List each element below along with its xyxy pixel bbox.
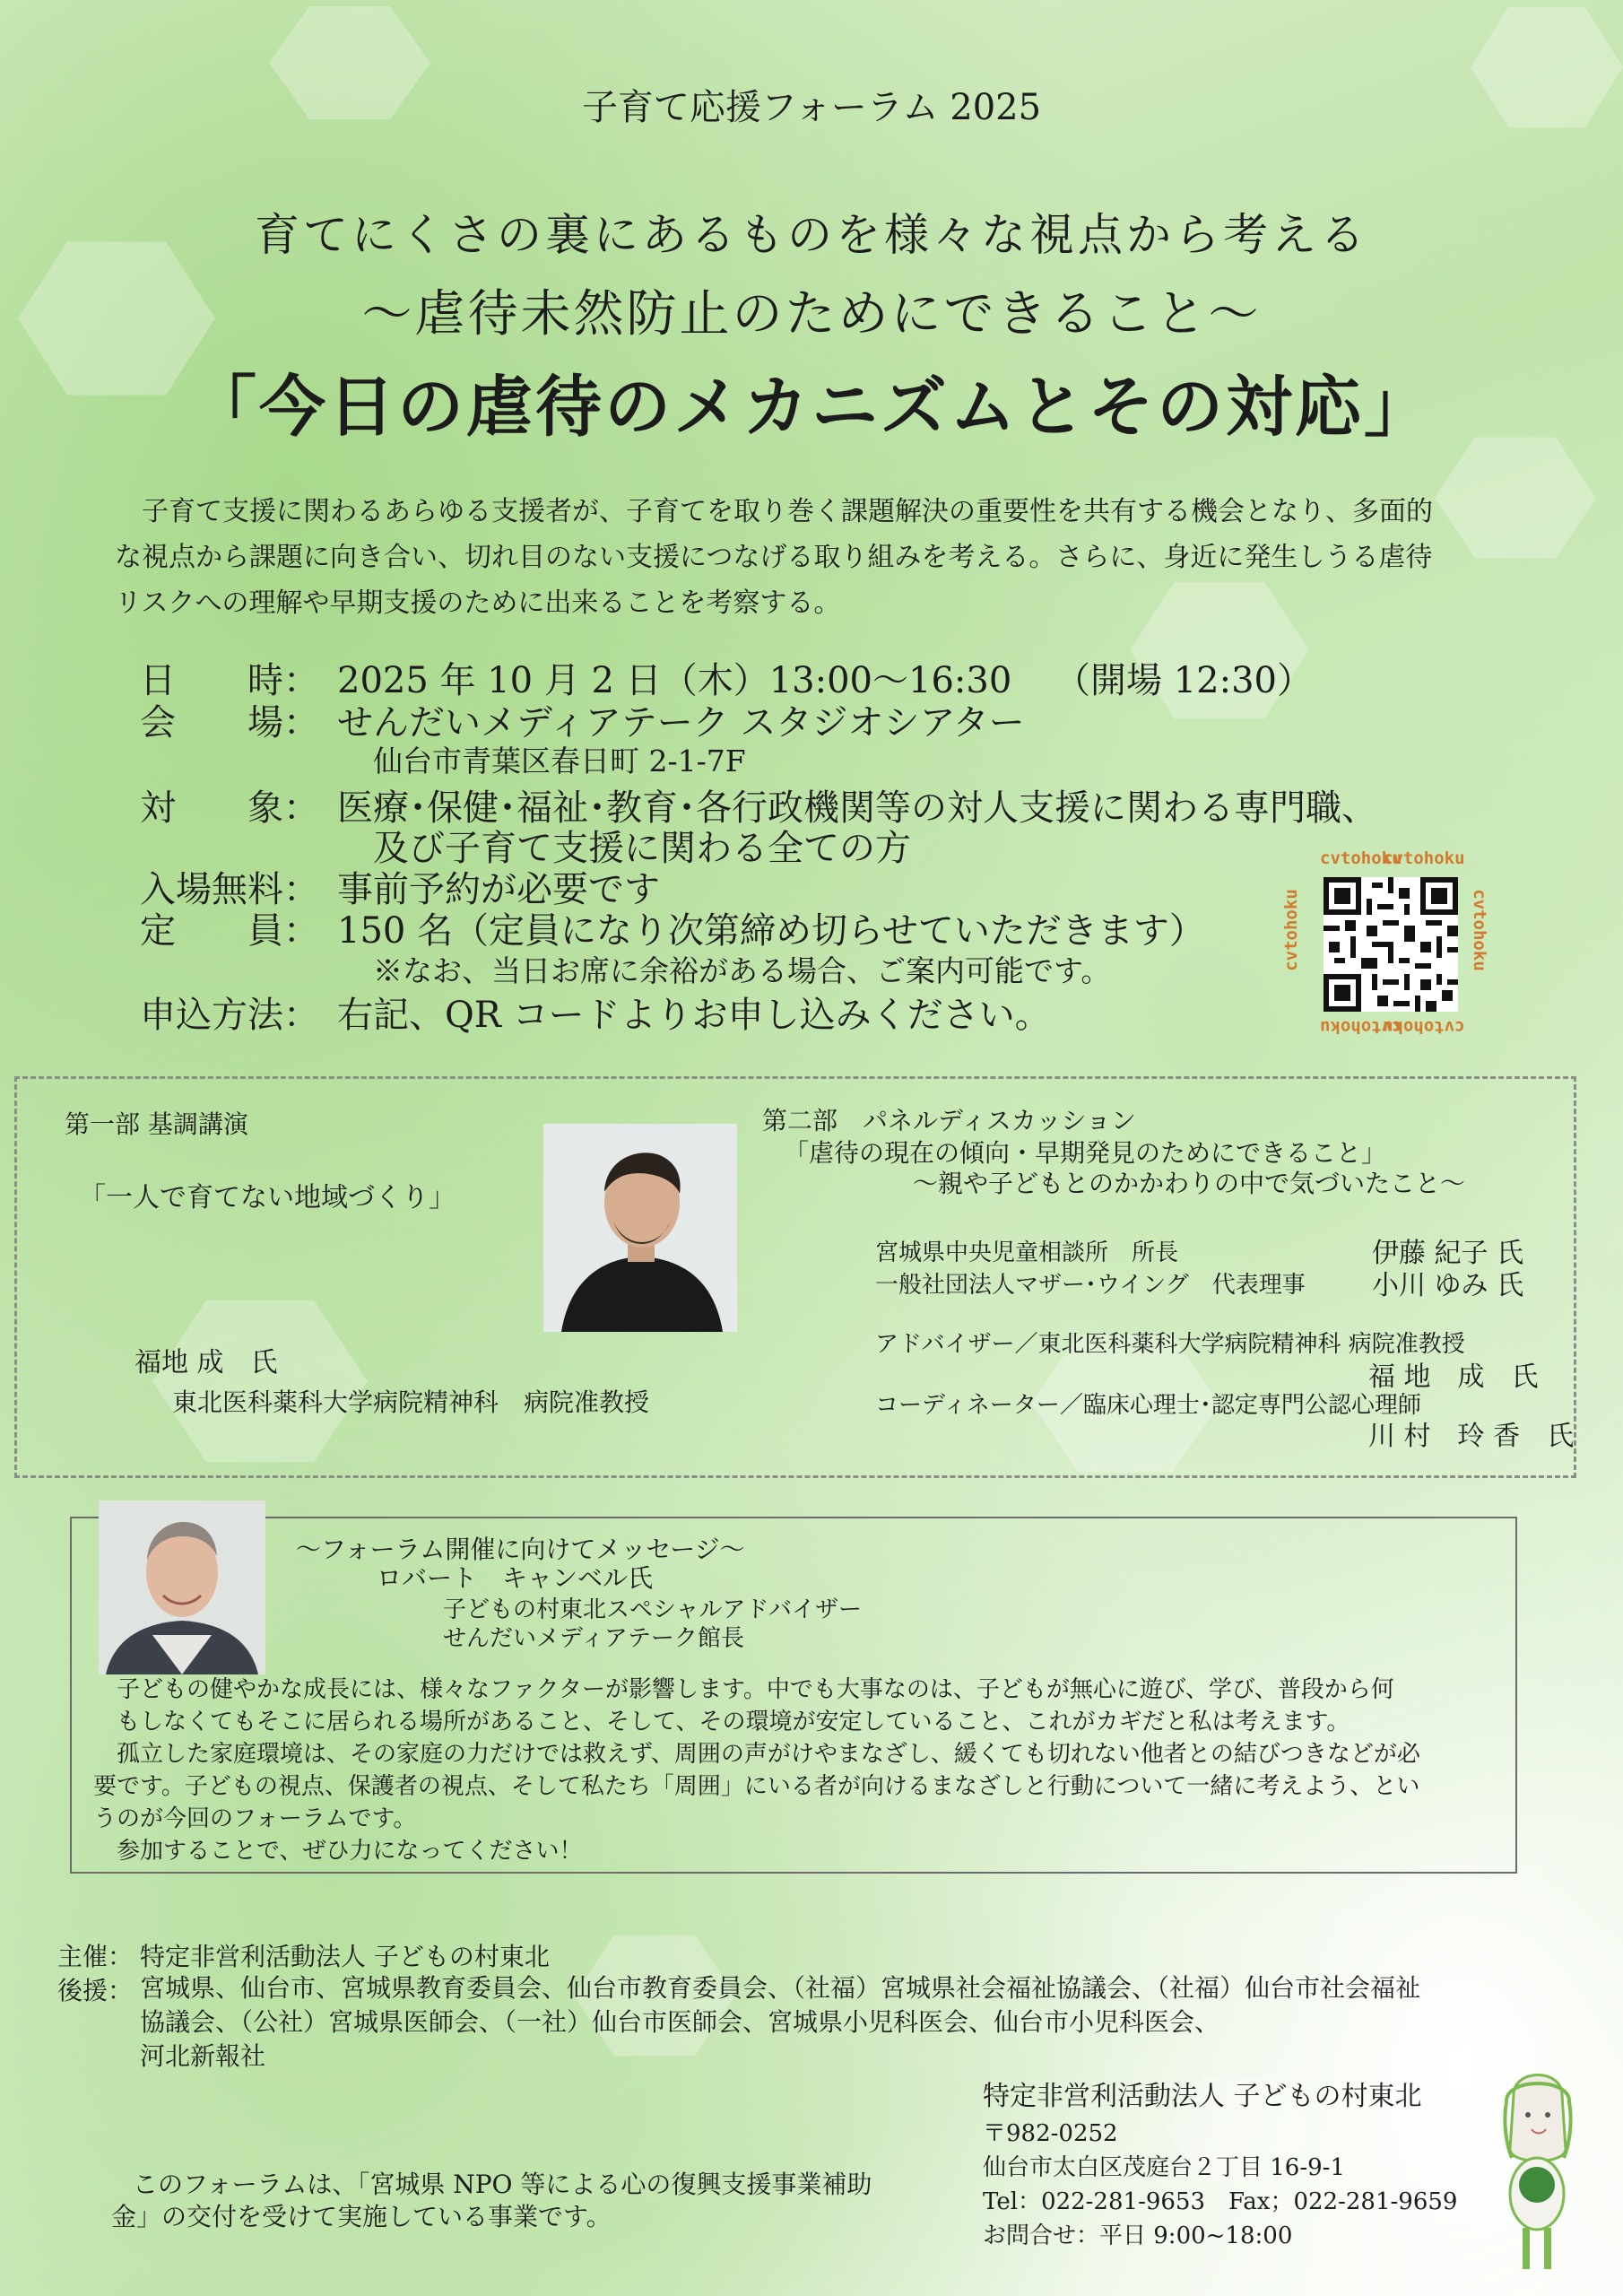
subtitle-theme: ～虐待未然防止のためにできること～: [361, 285, 1262, 344]
adviser-role: アドバイザー／東北医科薬科大学病院精神科 病院准教授: [875, 1331, 1465, 1358]
qr-label-bottom: cvtohoku: [1320, 1017, 1402, 1037]
venue: せんだいメディアテーク スタジオシアター: [337, 702, 1025, 744]
qr-code-area[interactable]: [1280, 848, 1489, 1037]
keynote-speaker-title: 東北医科薬科大学病院精神科 病院准教授: [172, 1387, 650, 1417]
qr-label-left: cvtohoku: [1280, 889, 1301, 971]
page-title: 「今日の虐待のメカニズムとその対応」: [190, 369, 1433, 446]
message-line: うのが今回のフォーラムです。: [93, 1805, 417, 1832]
capacity-label: 定 員：: [140, 910, 319, 952]
keynote-speaker-photo: [543, 1124, 737, 1332]
intro-line: 子育て支援に関わるあらゆる支援者が、子育てを取り巻く課題解決の重要性を共有する機会となり、多面的: [142, 496, 1433, 527]
qr-code-icon[interactable]: [1324, 877, 1458, 1012]
fee: 事前予約が必要です: [337, 869, 660, 910]
person-icon: [99, 1500, 265, 1674]
part1-heading: 第一部 基調講演: [65, 1109, 248, 1139]
fee-label: 入場無料：: [140, 869, 319, 910]
message-author-role: せんだいメディアテーク館長: [443, 1625, 744, 1652]
message-author-role: 子どもの村東北スペシャルアドバイザー: [443, 1596, 862, 1623]
coordinator-role: コーディネーター／臨床心理士･認定専門公認心理師: [875, 1392, 1421, 1419]
intro-text: [115, 489, 1514, 626]
panel-theme-sub: ～親や子どもとのかかわりの中で気づいたこと～: [913, 1169, 1466, 1198]
grant-note-2: 金」の交付を受けて実施している事業です。: [111, 2202, 612, 2231]
message-line: 子どもの健やかな成長には、様々なファクターが影響します。中でも大事なのは、子どもが無心に遊び、学び、普段から何: [93, 1676, 1394, 1703]
support-line: 協議会、（公社）宮城県医師会、（一社）仙台市医師会、宮城県小児科医会、仙台市小児科医会、: [140, 2007, 1220, 2037]
message-line: 孤立した家庭環境は、その家庭の力だけでは救えず、周囲の声がけやまなざし、緩くても切れない他者との結びつきなどが必: [93, 1741, 1420, 1768]
apply-label: 申込方法：: [140, 995, 319, 1036]
contact-org: 特定非営利活動法人 子どもの村東北: [983, 2081, 1422, 2112]
message-line: 要です。子どもの視点、保護者の視点、そして私たち「周囲」にいる者が向けるまなざしと行動について一緒に考えよう、とい: [93, 1773, 1420, 1800]
adviser-name: 福 地 成 氏: [1368, 1361, 1539, 1393]
forum-name: 子育て応援フォーラム 2025: [581, 87, 1042, 128]
message-line: 参加することで、ぜひ力になってください！: [93, 1838, 583, 1865]
capacity-note: ※なお、当日お席に余裕がある場合、ご案内可能です。: [373, 953, 1111, 988]
support-label: 後援：: [57, 1976, 134, 2005]
doors-open: （開場 12:30）: [1055, 660, 1313, 701]
panelist-org: 宮城県中央児童相談所 所長: [875, 1239, 1179, 1266]
event-date: 2025 年 10 月 2 日（木）13:00～16:30: [337, 660, 1012, 701]
subtitle: 育てにくさの裏にあるものを様々な視点から考える: [255, 209, 1368, 261]
support-line: 河北新報社: [140, 2041, 266, 2071]
contact-tel: Tel：022-281-9653 Fax；022-281-9659: [983, 2188, 1458, 2215]
message-heading: ～フォーラム開催に向けてメッセージ～: [296, 1535, 745, 1564]
target-audience-2: 及び子育て支援に関わる全ての方: [373, 828, 911, 869]
target-audience: 医療･保健･福祉･教育･各行政機関等の対人支援に関わる専門職、: [337, 787, 1377, 829]
grant-note: このフォーラムは、「宮城県 NPO 等による心の復興支援事業補助: [133, 2170, 872, 2199]
contact-zip: 〒982-0252: [983, 2120, 1118, 2147]
host-label: 主催：: [57, 1942, 134, 1971]
target-label: 対 象：: [140, 787, 319, 829]
panelist-name: 伊藤 紀子 氏: [1372, 1238, 1524, 1269]
mascot-illustration: [1480, 2059, 1596, 2283]
host: 特定非営利活動法人 子どもの村東北: [140, 1942, 550, 1971]
message-body: [93, 1674, 1492, 1867]
capacity: 150 名（定員になり次第締め切らせていただきます）: [337, 910, 1205, 952]
message-author-photo: [99, 1500, 265, 1674]
contact-hours: お問合せ：平日 9:00~18:00: [983, 2222, 1293, 2249]
person-icon: [543, 1124, 737, 1332]
part2-heading: 第二部 パネルディスカッション: [762, 1106, 1136, 1135]
message-line: もしなくてもそこに居られる場所があること、そして、その環境が安定していること、これがカギだと私は考えます。: [117, 1709, 1350, 1735]
qr-label-right: cvtohoku: [1469, 889, 1489, 971]
qr-label-top: cvtohoku: [1383, 848, 1465, 868]
panelist-org: 一般社団法人マザー･ウイング 代表理事: [875, 1272, 1306, 1299]
panel-theme: 「虐待の現在の傾向・早期発見のためにできること」: [784, 1138, 1387, 1168]
support-line: 宮城県、仙台市、宮城県教育委員会、仙台市教育委員会、（社福）宮城県社会福祉協議会、（社福）仙台市社会福祉: [140, 1973, 1421, 2003]
support-list: [140, 1971, 1420, 2074]
venue-label: 会 場：: [140, 702, 319, 744]
qr-label-bottom: cvtohoku: [1383, 1017, 1465, 1037]
lecture-title: 「一人で育てない地域づくり」: [79, 1182, 456, 1213]
message-author: ロバート キャンベル氏: [377, 1563, 654, 1593]
intro-line: リスクへの理解や早期支援のために出来ることを考察する。: [115, 587, 841, 619]
panelist-name: 小川 ゆみ 氏: [1372, 1270, 1524, 1301]
coordinator-name: 川 村 玲 香 氏: [1368, 1421, 1575, 1452]
intro-line: な視点から課題に向き合い、切れ目のない支援につなげる取り組みを考える。さらに、身近に発生しうる虐待: [115, 542, 1433, 573]
keynote-speaker-name: 福地 成 氏: [135, 1347, 278, 1378]
venue-address: 仙台市青葉区春日町 2-1-7F: [373, 744, 746, 778]
contact-address: 仙台市太白区茂庭台２丁目 16-9-1: [983, 2154, 1346, 2181]
qr-label-top: cvtohoku: [1320, 848, 1402, 868]
apply-method: 右記、QR コードよりお申し込みください。: [337, 995, 1051, 1036]
date-label: 日 時：: [140, 660, 319, 701]
